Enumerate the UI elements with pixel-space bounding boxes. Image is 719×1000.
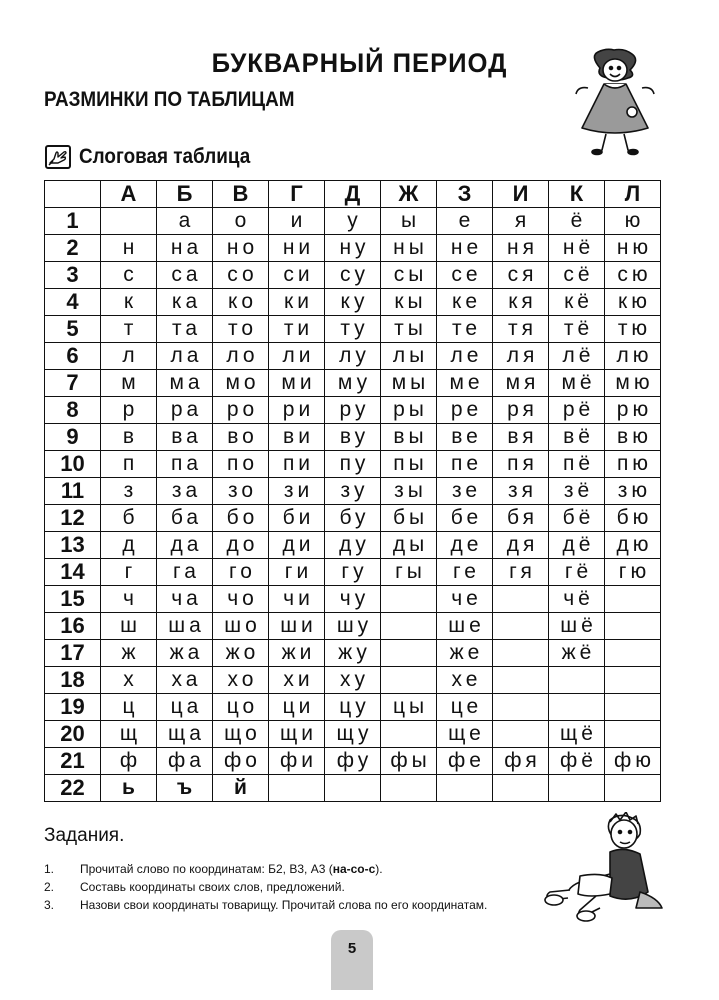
syllable-cell: фа xyxy=(157,748,213,775)
syllable-cell: рё xyxy=(549,397,605,424)
syllable-cell: ди xyxy=(269,532,325,559)
syllable-cell: фя xyxy=(493,748,549,775)
syllable-cell: фи xyxy=(269,748,325,775)
syllable-cell: зо xyxy=(213,478,269,505)
row-number: 1 xyxy=(45,208,101,235)
row-number: 2 xyxy=(45,235,101,262)
syllable-cell xyxy=(605,721,661,748)
syllable-cell: ши xyxy=(269,613,325,640)
syllable-cell: ми xyxy=(269,370,325,397)
table-row xyxy=(45,451,661,478)
column-header: Ж xyxy=(381,181,437,208)
syllable-cell: дё xyxy=(549,532,605,559)
syllable-cell: чу xyxy=(325,586,381,613)
syllable-cell: ря xyxy=(493,397,549,424)
syllable-cell: ги xyxy=(269,559,325,586)
task-item: 3. Назови свои координаты товарищу. Прочитай слова по его координатам. xyxy=(44,898,488,912)
syllable-cell: тё xyxy=(549,316,605,343)
row-number: 19 xyxy=(45,694,101,721)
syllable-cell: ци xyxy=(269,694,325,721)
syllable-cell: я xyxy=(493,208,549,235)
page-title: БУКВАРНЫЙ ПЕРИОД xyxy=(211,48,508,78)
syllable-cell: зё xyxy=(549,478,605,505)
syllable-cell: гё xyxy=(549,559,605,586)
syllable-cell: мы xyxy=(381,370,437,397)
syllable-cell: сё xyxy=(549,262,605,289)
syllable-cell xyxy=(605,694,661,721)
syllable-cell: шу xyxy=(325,613,381,640)
table-row xyxy=(45,505,661,532)
column-header: Л xyxy=(605,181,661,208)
syllable-cell: го xyxy=(213,559,269,586)
syllable-cell: жу xyxy=(325,640,381,667)
syllable-cell: мо xyxy=(213,370,269,397)
syllable-cell: т xyxy=(101,316,157,343)
syllable-cell: мю xyxy=(605,370,661,397)
table-row xyxy=(45,370,661,397)
syllable-cell xyxy=(381,640,437,667)
syllable-cell: ке xyxy=(437,289,493,316)
syllable-cell: жа xyxy=(157,640,213,667)
syllable-cell: ты xyxy=(381,316,437,343)
syllable-cell: до xyxy=(213,532,269,559)
boy-illustration xyxy=(540,812,665,922)
syllable-cell: х xyxy=(101,667,157,694)
column-header: И xyxy=(493,181,549,208)
syllable-cell: д xyxy=(101,532,157,559)
syllable-cell: чо xyxy=(213,586,269,613)
syllable-cell: ло xyxy=(213,343,269,370)
syllable-cell: пё xyxy=(549,451,605,478)
row-number: 3 xyxy=(45,262,101,289)
syllable-cell: щи xyxy=(269,721,325,748)
syllable-cell: ви xyxy=(269,424,325,451)
syllable-cell: ш xyxy=(101,613,157,640)
girl-illustration xyxy=(570,46,660,158)
syllable-cell: м xyxy=(101,370,157,397)
syllable-cell: но xyxy=(213,235,269,262)
syllable-cell: ч xyxy=(101,586,157,613)
syllable-cell: че xyxy=(437,586,493,613)
syllable-cell: ху xyxy=(325,667,381,694)
syllable-cell: кю xyxy=(605,289,661,316)
syllable-cell: ро xyxy=(213,397,269,424)
syllable-cell: дя xyxy=(493,532,549,559)
syllable-cell: жо xyxy=(213,640,269,667)
syllable-cell: зю xyxy=(605,478,661,505)
syllable-cell: бя xyxy=(493,505,549,532)
syllable-cell: дю xyxy=(605,532,661,559)
syllable-cell: п xyxy=(101,451,157,478)
syllable-cell: ё xyxy=(549,208,605,235)
column-header: К xyxy=(549,181,605,208)
syllable-cell: ла xyxy=(157,343,213,370)
syllable-cell: рю xyxy=(605,397,661,424)
syllable-cell: цо xyxy=(213,694,269,721)
table-row xyxy=(45,235,661,262)
syllable-cell: пя xyxy=(493,451,549,478)
row-number: 8 xyxy=(45,397,101,424)
column-header: З xyxy=(437,181,493,208)
syllable-cell: ки xyxy=(269,289,325,316)
syllable-cell: вю xyxy=(605,424,661,451)
syllable-cell: зы xyxy=(381,478,437,505)
table-row xyxy=(45,640,661,667)
syllable-cell xyxy=(381,667,437,694)
syllable-cell xyxy=(549,694,605,721)
syllable-cell: щ xyxy=(101,721,157,748)
syllable-cell xyxy=(493,613,549,640)
syllable-cell: су xyxy=(325,262,381,289)
table-row xyxy=(45,748,661,775)
row-number: 21 xyxy=(45,748,101,775)
table-section-heading xyxy=(45,142,269,172)
syllable-cell: ы xyxy=(381,208,437,235)
syllable-cell: ще xyxy=(437,721,493,748)
column-header: Б xyxy=(157,181,213,208)
column-header: В xyxy=(213,181,269,208)
syllable-cell: ге xyxy=(437,559,493,586)
syllable-cell: фе xyxy=(437,748,493,775)
syllable-cell: хо xyxy=(213,667,269,694)
syllable-cell: пе xyxy=(437,451,493,478)
syllable-cell: ча xyxy=(157,586,213,613)
syllable-cell xyxy=(605,586,661,613)
syllable-cell: бе xyxy=(437,505,493,532)
syllable-cell: ма xyxy=(157,370,213,397)
syllable-cell: ка xyxy=(157,289,213,316)
syllable-cell: тя xyxy=(493,316,549,343)
row-number: 16 xyxy=(45,613,101,640)
syllable-cell: ве xyxy=(437,424,493,451)
syllable-cell: ко xyxy=(213,289,269,316)
syllable-cell: да xyxy=(157,532,213,559)
syllable-cell: за xyxy=(157,478,213,505)
syllable-cell xyxy=(493,775,549,802)
syllable-cell: не xyxy=(437,235,493,262)
syllable-cell: мя xyxy=(493,370,549,397)
row-number: 9 xyxy=(45,424,101,451)
table-row xyxy=(45,721,661,748)
syllable-cell: гя xyxy=(493,559,549,586)
table-row xyxy=(45,208,661,235)
syllable-cell: мё xyxy=(549,370,605,397)
syllable-cell: лё xyxy=(549,343,605,370)
syllable-cell: пу xyxy=(325,451,381,478)
syllable-cell: пы xyxy=(381,451,437,478)
syllable-cell: ва xyxy=(157,424,213,451)
syllable-cell: б xyxy=(101,505,157,532)
row-number: 15 xyxy=(45,586,101,613)
syllable-cell: ю xyxy=(605,208,661,235)
syllable-cell: ф xyxy=(101,748,157,775)
table-row xyxy=(45,667,661,694)
syllable-cell: лю xyxy=(605,343,661,370)
syllable-cell: с xyxy=(101,262,157,289)
syllable-cell: вя xyxy=(493,424,549,451)
syllable-cell: ну xyxy=(325,235,381,262)
syllable-cell: по xyxy=(213,451,269,478)
row-number: 11 xyxy=(45,478,101,505)
syllable-cell xyxy=(269,775,325,802)
syllable-cell: вы xyxy=(381,424,437,451)
syllable-cell: р xyxy=(101,397,157,424)
syllable-cell: це xyxy=(437,694,493,721)
syllable-cell: то xyxy=(213,316,269,343)
syllable-cell: зя xyxy=(493,478,549,505)
syllable-cell: ды xyxy=(381,532,437,559)
syllable-cell: ца xyxy=(157,694,213,721)
syllable-cell: ру xyxy=(325,397,381,424)
syllable-cell xyxy=(381,721,437,748)
syllable-cell: цы xyxy=(381,694,437,721)
table-row xyxy=(45,316,661,343)
syllable-cell: у xyxy=(325,208,381,235)
table-row xyxy=(45,775,661,802)
syllable-cell: сы xyxy=(381,262,437,289)
syllable-cell: бю xyxy=(605,505,661,532)
syllable-cell: ща xyxy=(157,721,213,748)
syllable-cell: е xyxy=(437,208,493,235)
syllable-cell: ся xyxy=(493,262,549,289)
syllable-cell: пю xyxy=(605,451,661,478)
syllable-cell xyxy=(437,775,493,802)
syllable-cell: бу xyxy=(325,505,381,532)
row-number: 7 xyxy=(45,370,101,397)
syllable-cell: ба xyxy=(157,505,213,532)
syllable-cell: ня xyxy=(493,235,549,262)
syllable-cell: щё xyxy=(549,721,605,748)
row-number: 13 xyxy=(45,532,101,559)
syllable-cell: бы xyxy=(381,505,437,532)
syllable-cell xyxy=(605,775,661,802)
syllable-cell xyxy=(493,667,549,694)
tasks-title: Задания. xyxy=(44,825,125,846)
syllable-cell: зу xyxy=(325,478,381,505)
syllable-cell: шё xyxy=(549,613,605,640)
syllable-cell: на xyxy=(157,235,213,262)
syllable-cell: се xyxy=(437,262,493,289)
table-row xyxy=(45,343,661,370)
syllable-cell: н xyxy=(101,235,157,262)
syllable-cell: ха xyxy=(157,667,213,694)
syllable-cell: ж xyxy=(101,640,157,667)
syllable-cell: ни xyxy=(269,235,325,262)
task-item: 1. Прочитай слово по координатам: Б2, В3, А3 (на-со-с). xyxy=(44,862,383,876)
syllable-cell: и xyxy=(269,208,325,235)
syllable-cell xyxy=(493,721,549,748)
syllable-cell: гю xyxy=(605,559,661,586)
syllable-cell: л xyxy=(101,343,157,370)
syllable-cell: кё xyxy=(549,289,605,316)
syllable-cell: ше xyxy=(437,613,493,640)
row-number: 6 xyxy=(45,343,101,370)
column-header xyxy=(45,181,101,208)
table-row xyxy=(45,478,661,505)
hand-icon xyxy=(45,145,71,169)
syllable-cell xyxy=(101,208,157,235)
syllable-cell: ли xyxy=(269,343,325,370)
syllable-cell: що xyxy=(213,721,269,748)
table-row xyxy=(45,586,661,613)
syllable-cell xyxy=(605,667,661,694)
syllable-cell: г xyxy=(101,559,157,586)
syllable-cell: би xyxy=(269,505,325,532)
row-number: 4 xyxy=(45,289,101,316)
syllable-cell: бо xyxy=(213,505,269,532)
section-subtitle: РАЗМИНКИ ПО ТАБЛИЦАМ xyxy=(44,88,295,111)
syllable-cell: кы xyxy=(381,289,437,316)
syllable-cell: фё xyxy=(549,748,605,775)
syllable-cell xyxy=(549,775,605,802)
syllable-cell xyxy=(493,586,549,613)
syllable-cell: ри xyxy=(269,397,325,424)
row-number: 14 xyxy=(45,559,101,586)
syllable-cell: бё xyxy=(549,505,605,532)
syllable-cell: ку xyxy=(325,289,381,316)
syllable-cell: гу xyxy=(325,559,381,586)
syllable-cell xyxy=(605,613,661,640)
syllable-cell: ны xyxy=(381,235,437,262)
syllable-cell: вё xyxy=(549,424,605,451)
syllable-cell: фо xyxy=(213,748,269,775)
row-number: 20 xyxy=(45,721,101,748)
syllable-cell: ду xyxy=(325,532,381,559)
syllable-cell: ме xyxy=(437,370,493,397)
syllable-cell: ъ xyxy=(157,775,213,802)
syllable-cell xyxy=(605,640,661,667)
row-number: 12 xyxy=(45,505,101,532)
syllable-cell: ву xyxy=(325,424,381,451)
syllable-cell: са xyxy=(157,262,213,289)
syllable-cell: зи xyxy=(269,478,325,505)
syllable-cell: ь xyxy=(101,775,157,802)
syllable-cell xyxy=(549,667,605,694)
syllable-cell: ц xyxy=(101,694,157,721)
syllable-cell: ра xyxy=(157,397,213,424)
syllable-cell: си xyxy=(269,262,325,289)
row-number: 17 xyxy=(45,640,101,667)
syllable-cell: ти xyxy=(269,316,325,343)
syllable-cell: со xyxy=(213,262,269,289)
syllable-cell: фю xyxy=(605,748,661,775)
syllable-cell: тю xyxy=(605,316,661,343)
syllable-cell: нё xyxy=(549,235,605,262)
syllable-cell: кя xyxy=(493,289,549,316)
syllable-cell: те xyxy=(437,316,493,343)
table-row xyxy=(45,613,661,640)
table-header-row xyxy=(45,181,661,208)
syllable-table xyxy=(44,180,661,802)
syllable-cell: ню xyxy=(605,235,661,262)
table-row xyxy=(45,559,661,586)
column-header: Г xyxy=(269,181,325,208)
syllable-cell: га xyxy=(157,559,213,586)
table-row xyxy=(45,532,661,559)
syllable-cell: лу xyxy=(325,343,381,370)
syllable-cell: ля xyxy=(493,343,549,370)
syllable-cell: де xyxy=(437,532,493,559)
column-header: А xyxy=(101,181,157,208)
syllable-cell: фы xyxy=(381,748,437,775)
syllable-cell: зе xyxy=(437,478,493,505)
syllable-cell: ле xyxy=(437,343,493,370)
syllable-cell: ры xyxy=(381,397,437,424)
syllable-cell xyxy=(493,640,549,667)
syllable-cell: лы xyxy=(381,343,437,370)
syllable-cell: к xyxy=(101,289,157,316)
syllable-cell: му xyxy=(325,370,381,397)
table-row xyxy=(45,289,661,316)
table-row xyxy=(45,262,661,289)
syllable-cell xyxy=(381,613,437,640)
syllable-cell xyxy=(381,586,437,613)
syllable-cell xyxy=(325,775,381,802)
syllable-cell: па xyxy=(157,451,213,478)
syllable-cell: ре xyxy=(437,397,493,424)
task-item: 2. Составь координаты своих слов, предложений. xyxy=(44,880,345,894)
syllable-cell: жё xyxy=(549,640,605,667)
syllable-cell: фу xyxy=(325,748,381,775)
syllable-cell: чё xyxy=(549,586,605,613)
syllable-cell: сю xyxy=(605,262,661,289)
column-header: Д xyxy=(325,181,381,208)
syllable-cell: в xyxy=(101,424,157,451)
syllable-cell: чи xyxy=(269,586,325,613)
syllable-cell: хи xyxy=(269,667,325,694)
page-number: 5 xyxy=(331,930,373,990)
syllable-cell: гы xyxy=(381,559,437,586)
syllable-cell: жи xyxy=(269,640,325,667)
row-number: 10 xyxy=(45,451,101,478)
syllable-cell: та xyxy=(157,316,213,343)
tasks-list xyxy=(44,862,487,916)
syllable-cell: о xyxy=(213,208,269,235)
syllable-cell: шо xyxy=(213,613,269,640)
syllable-cell: ту xyxy=(325,316,381,343)
row-number: 18 xyxy=(45,667,101,694)
syllable-cell: же xyxy=(437,640,493,667)
syllable-cell: пи xyxy=(269,451,325,478)
syllable-cell: цу xyxy=(325,694,381,721)
section-title: Слоговая таблица xyxy=(79,145,251,168)
syllable-cell xyxy=(493,694,549,721)
syllable-cell: й xyxy=(213,775,269,802)
table-row xyxy=(45,397,661,424)
syllable-cell: во xyxy=(213,424,269,451)
syllable-cell: а xyxy=(157,208,213,235)
row-number: 22 xyxy=(45,775,101,802)
table-row xyxy=(45,694,661,721)
syllable-cell: хе xyxy=(437,667,493,694)
syllable-cell: ша xyxy=(157,613,213,640)
syllable-cell: щу xyxy=(325,721,381,748)
syllable-cell: з xyxy=(101,478,157,505)
row-number: 5 xyxy=(45,316,101,343)
syllable-cell xyxy=(381,775,437,802)
table-row xyxy=(45,424,661,451)
